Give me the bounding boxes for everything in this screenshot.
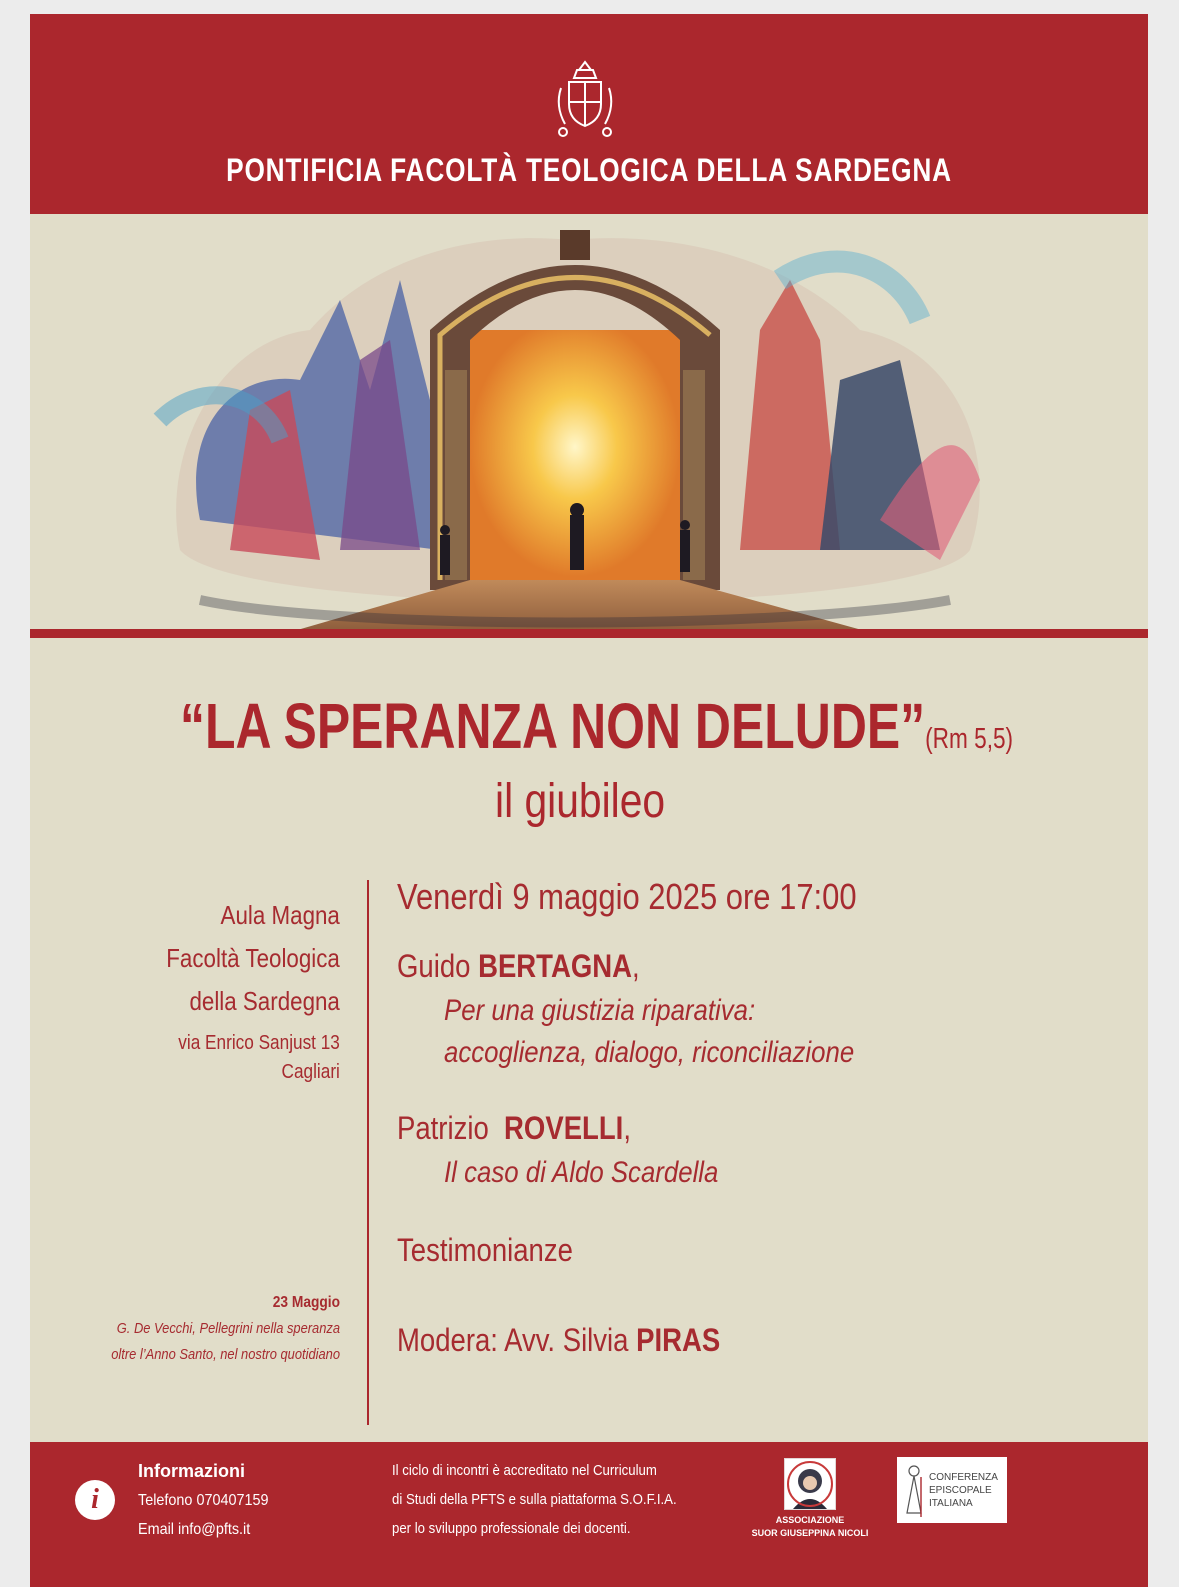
venue-city: Cagliari bbox=[281, 1061, 340, 1083]
association-logo bbox=[750, 1458, 870, 1540]
vertical-divider bbox=[367, 880, 369, 1425]
speaker-1: Guido BERTAGNA, bbox=[397, 948, 640, 984]
speaker-1-first: Guido bbox=[397, 948, 471, 984]
venue-line-2: Facoltà Teologica bbox=[166, 943, 340, 973]
event-subtitle: il giubileo bbox=[495, 775, 666, 828]
accreditation-note bbox=[392, 1456, 715, 1543]
event-title bbox=[180, 689, 1013, 763]
title-main: “LA SPERANZA NON DELUDE” bbox=[180, 690, 926, 762]
testimonies: Testimonianze bbox=[397, 1232, 573, 1268]
credit-line-1: Il ciclo di incontri è accreditato nel Curriculum bbox=[392, 1462, 657, 1479]
venue-line-3: della Sardegna bbox=[189, 986, 340, 1016]
credit-line-3: per lo sviluppo professionale dei docenti. bbox=[392, 1520, 631, 1537]
info-heading: Informazioni bbox=[138, 1461, 245, 1481]
moderator-last: PIRAS bbox=[636, 1322, 721, 1358]
cei-line-2: EPISCOPALE bbox=[929, 1485, 992, 1496]
cei-line-3: ITALIANA bbox=[929, 1498, 973, 1509]
association-line-2: SUOR GIUSEPPINA NICOLI bbox=[751, 1528, 869, 1538]
phone-number: Telefono 070407159 bbox=[138, 1492, 269, 1509]
moderator bbox=[397, 1322, 720, 1359]
speaker-2-last: ROVELLI bbox=[504, 1110, 624, 1146]
footer-band bbox=[30, 1442, 1148, 1587]
email-address: Email info@pfts.it bbox=[138, 1521, 251, 1538]
jubilee-door-illustration bbox=[140, 220, 1000, 635]
header-band bbox=[30, 14, 1148, 214]
next-event-line-1: G. De Vecchi, Pellegrini nella speranza bbox=[116, 1320, 340, 1337]
speaker-1-last: BERTAGNA bbox=[478, 948, 632, 984]
speaker-2: Patrizio ROVELLI, bbox=[397, 1110, 631, 1146]
cei-text bbox=[929, 1471, 998, 1510]
event-poster bbox=[30, 14, 1148, 1587]
nun-portrait-icon bbox=[784, 1458, 836, 1510]
speaker-2-first: Patrizio bbox=[397, 1110, 489, 1146]
institution-name: PONTIFICIA FACOLTÀ TEOLOGICA DELLA SARDEGNA bbox=[226, 152, 952, 188]
info-icon: i bbox=[75, 1480, 115, 1520]
venue-block bbox=[138, 894, 340, 1087]
crest-icon bbox=[553, 58, 617, 140]
title-reference: (Rm 5,5) bbox=[925, 723, 1014, 755]
next-event-note bbox=[74, 1290, 340, 1368]
moderator-prefix: Modera: Avv. Silvia bbox=[397, 1322, 629, 1358]
shepherd-figure-icon bbox=[903, 1463, 925, 1519]
association-line-1: ASSOCIAZIONE bbox=[775, 1515, 845, 1525]
credit-line-2: di Studi della PFTS e sulla piattaforma S.O.F.I.A. bbox=[392, 1491, 677, 1508]
venue-address: via Enrico Sanjust 13 bbox=[178, 1032, 340, 1054]
event-datetime: Venerdì 9 maggio 2025 ore 17:00 bbox=[397, 876, 857, 917]
cei-logo bbox=[897, 1457, 1007, 1523]
talk-1-line-1: Per una giustizia riparativa: bbox=[444, 994, 756, 1027]
cei-line-1: CONFERENZA bbox=[929, 1472, 998, 1483]
contact-info bbox=[138, 1456, 283, 1544]
divider-rule bbox=[30, 629, 1148, 638]
venue-line-1: Aula Magna bbox=[220, 900, 340, 930]
talk-1-line-2: accoglienza, dialogo, riconciliazione bbox=[444, 1036, 855, 1069]
next-event-date: 23 Maggio bbox=[272, 1294, 340, 1311]
talk-2: Il caso di Aldo Scardella bbox=[444, 1156, 719, 1189]
next-event-line-2: oltre l’Anno Santo, nel nostro quotidiano bbox=[111, 1346, 340, 1363]
